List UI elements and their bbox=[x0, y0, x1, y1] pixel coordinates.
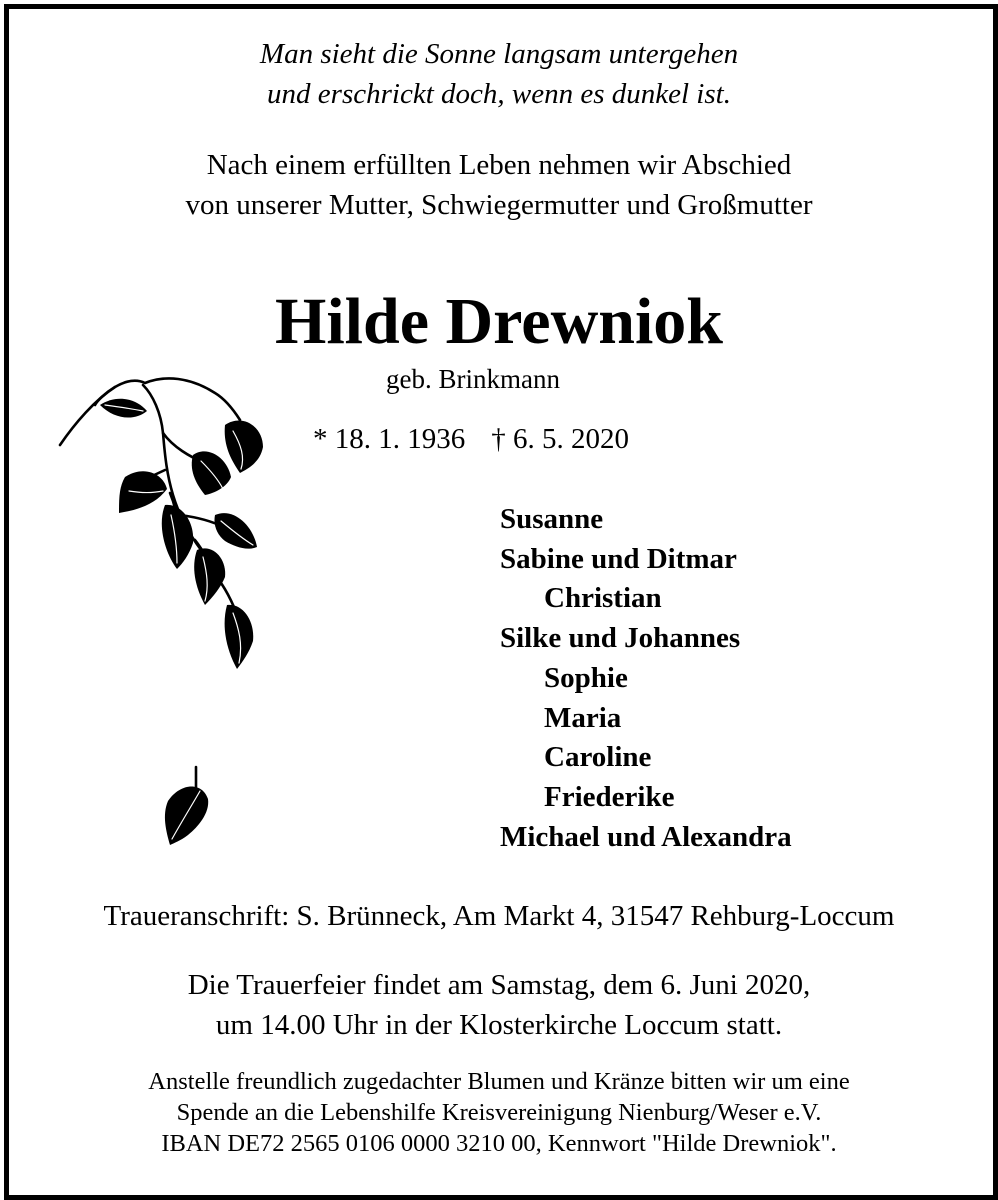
service-line-2: um 14.00 Uhr in der Klosterkirche Loccum statt. bbox=[215, 1009, 783, 1041]
intro-text bbox=[0, 145, 998, 225]
family-member: Christian bbox=[544, 582, 662, 615]
family-member: Sophie bbox=[544, 661, 628, 694]
family-member: Caroline bbox=[544, 741, 652, 774]
donation-line-2: Spende an die Lebenshilfe Kreisvereinigung Nienburg/Weser e.V. bbox=[176, 1099, 822, 1126]
falling-leaf-icon bbox=[160, 765, 216, 849]
quote bbox=[0, 34, 998, 114]
family-member: Maria bbox=[544, 701, 622, 734]
family-member: Friederike bbox=[544, 780, 675, 813]
maiden-name: geb. Brinkmann bbox=[386, 364, 560, 394]
mourning-address: Traueranschrift: S. Brünneck, Am Markt 4, 31547 Rehburg-Loccum bbox=[103, 900, 895, 932]
donation-line-1: Anstelle freundlich zugedachter Blumen und Kränze bitten wir um eine bbox=[148, 1068, 850, 1095]
deceased-name: Hilde Drewniok bbox=[275, 285, 723, 358]
donation-note bbox=[0, 1066, 998, 1159]
family-list bbox=[500, 500, 792, 857]
family-member: Sabine und Ditmar bbox=[500, 542, 737, 575]
birth-date: * 18. 1. 1936 bbox=[313, 423, 466, 455]
family-member: Susanne bbox=[500, 503, 604, 535]
family-member: Silke und Johannes bbox=[500, 622, 741, 655]
donation-line-3: IBAN DE72 2565 0106 0000 3210 00, Kennwort "Hilde Drewniok". bbox=[161, 1130, 837, 1157]
funeral-service-info bbox=[0, 965, 998, 1045]
intro-line-1: Nach einem erfüllten Leben nehmen wir Abschied bbox=[206, 149, 792, 181]
quote-line-2: und erschrickt doch, wenn es dunkel ist. bbox=[267, 78, 731, 110]
service-line-1: Die Trauerfeier findet am Samstag, dem 6. Juni 2020, bbox=[187, 969, 811, 1001]
quote-line-1: Man sieht die Sonne langsam untergehen bbox=[259, 38, 739, 70]
life-dates bbox=[313, 423, 629, 455]
intro-line-2: von unserer Mutter, Schwiegermutter und Großmutter bbox=[185, 189, 813, 221]
family-member: Michael und Alexandra bbox=[500, 820, 792, 853]
death-date: † 6. 5. 2020 bbox=[491, 423, 629, 455]
leaf-branch-icon bbox=[55, 365, 275, 675]
